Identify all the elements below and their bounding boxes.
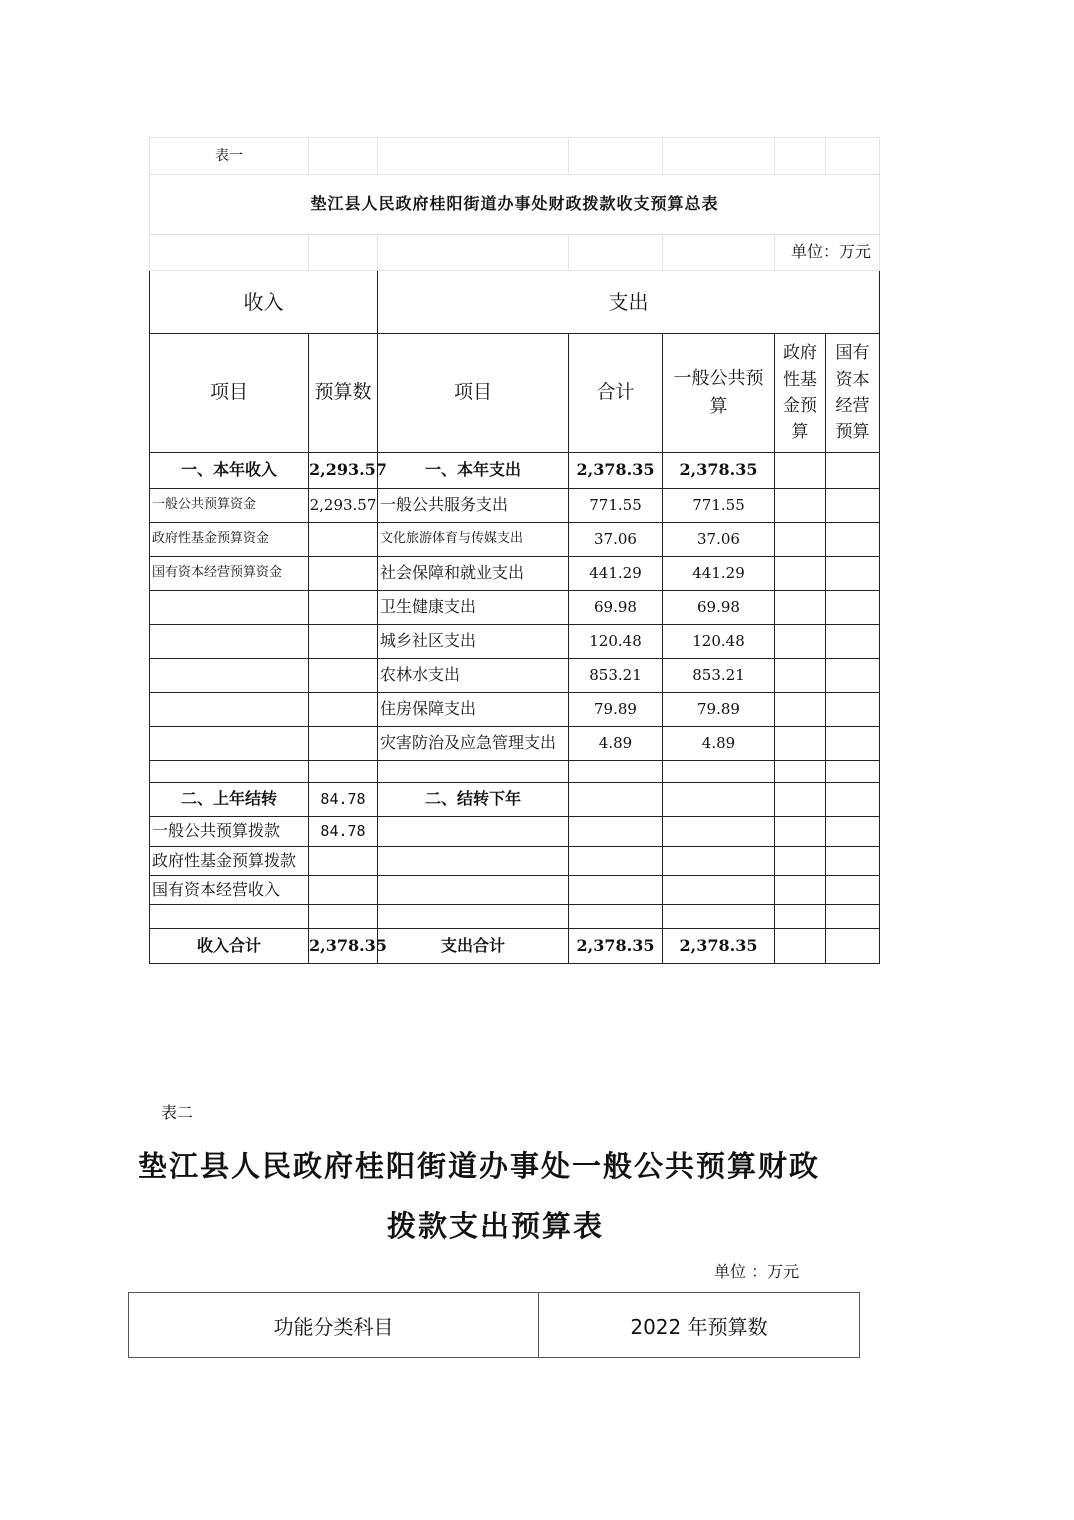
- expense-item-cell: [378, 847, 569, 876]
- gov-fund-header: 政府性基金预算: [775, 334, 826, 453]
- total-cell: [569, 876, 663, 905]
- income-value-cell: [309, 659, 378, 693]
- income-item-cell: [150, 591, 309, 625]
- income-value-cell: 2,378.35: [309, 929, 378, 964]
- general-budget-cell: 79.89: [663, 693, 775, 727]
- table-row: [150, 591, 880, 625]
- state-capital-cell: [826, 761, 880, 783]
- table-row: [150, 625, 880, 659]
- income-value-cell: [309, 847, 378, 876]
- state-capital-cell: [826, 817, 880, 847]
- gov-fund-cell: [775, 523, 826, 557]
- state-capital-cell: [826, 659, 880, 693]
- total-cell: 441.29: [569, 557, 663, 591]
- total-cell: 2,378.35: [569, 453, 663, 489]
- table1-body: [150, 453, 880, 964]
- income-item-cell: [150, 625, 309, 659]
- total-cell: 853.21: [569, 659, 663, 693]
- table-row: [150, 557, 880, 591]
- gov-fund-cell: [775, 817, 826, 847]
- total-cell: 120.48: [569, 625, 663, 659]
- table-row: [150, 489, 880, 523]
- income-budget-header: 预算数: [309, 334, 378, 453]
- table1-title: 垫江县人民政府桂阳街道办事处财政拨款收支预算总表: [150, 175, 880, 235]
- income-item-cell: 国有资本经营预算资金: [150, 557, 309, 591]
- table-row: [150, 876, 880, 905]
- expense-item-cell: 一、本年支出: [378, 453, 569, 489]
- gov-fund-cell: [775, 693, 826, 727]
- income-item-cell: [150, 659, 309, 693]
- income-value-cell: [309, 905, 378, 929]
- income-item-cell: 政府性基金预算拨款: [150, 847, 309, 876]
- total-cell: 2,378.35: [569, 929, 663, 964]
- total-cell: 4.89: [569, 727, 663, 761]
- expense-item-cell: [378, 876, 569, 905]
- expense-item-cell: 文化旅游体育与传媒支出: [378, 523, 569, 557]
- general-budget-cell: [663, 905, 775, 929]
- state-capital-cell: [826, 523, 880, 557]
- income-item-cell: 二、上年结转: [150, 783, 309, 817]
- table2-title-line2: 拨款支出预算表: [386, 1209, 604, 1243]
- state-capital-cell: [826, 847, 880, 876]
- total-cell: [569, 905, 663, 929]
- expense-item-cell: 二、结转下年: [378, 783, 569, 817]
- gov-fund-cell: [775, 727, 826, 761]
- total-cell: [569, 817, 663, 847]
- table1-label: 表一: [150, 138, 309, 175]
- state-capital-cell: [826, 693, 880, 727]
- income-value-cell: [309, 591, 378, 625]
- income-item-header: 项目: [150, 334, 309, 453]
- general-budget-cell: 37.06: [663, 523, 775, 557]
- state-capital-cell: [826, 453, 880, 489]
- gov-fund-cell: [775, 876, 826, 905]
- table-row: [150, 929, 880, 964]
- total-cell: 37.06: [569, 523, 663, 557]
- expense-item-cell: 支出合计: [378, 929, 569, 964]
- income-value-cell: 2,293.57: [309, 489, 378, 523]
- general-budget-cell: [663, 783, 775, 817]
- table-row: [150, 817, 880, 847]
- total-cell: [569, 847, 663, 876]
- expense-item-cell: 灾害防治及应急管理支出: [378, 727, 569, 761]
- total-cell: [569, 783, 663, 817]
- table-row: [150, 847, 880, 876]
- expense-item-cell: 城乡社区支出: [378, 625, 569, 659]
- state-capital-cell: [826, 929, 880, 964]
- general-budget-cell: 441.29: [663, 557, 775, 591]
- table-row: [150, 693, 880, 727]
- table1-unit: 单位：万元: [775, 235, 880, 271]
- table2-col-function: 功能分类科目: [129, 1293, 539, 1358]
- total-header: 合计: [569, 334, 663, 453]
- income-value-cell: [309, 761, 378, 783]
- income-value-cell: [309, 693, 378, 727]
- state-capital-cell: [826, 876, 880, 905]
- table2-title-line1: 垫江县人民政府桂阳街道办事处一般公共预算财政: [138, 1149, 821, 1183]
- income-item-cell: 收入合计: [150, 929, 309, 964]
- income-header: 收入: [150, 271, 378, 334]
- income-item-cell: [150, 761, 309, 783]
- gov-fund-cell: [775, 847, 826, 876]
- income-value-cell: 84.78: [309, 783, 378, 817]
- income-value-cell: [309, 523, 378, 557]
- expense-item-cell: 一般公共服务支出: [378, 489, 569, 523]
- general-budget-cell: 69.98: [663, 591, 775, 625]
- table2-col-budget: 2022 年预算数: [539, 1293, 860, 1358]
- total-cell: 69.98: [569, 591, 663, 625]
- general-budget-cell: [663, 761, 775, 783]
- expense-item-cell: 社会保障和就业支出: [378, 557, 569, 591]
- table2-unit: 单位 ：万元: [714, 1262, 800, 1281]
- income-item-cell: [150, 693, 309, 727]
- income-value-cell: [309, 727, 378, 761]
- gov-fund-cell: [775, 761, 826, 783]
- expense-item-cell: 农林水支出: [378, 659, 569, 693]
- expense-item-cell: [378, 905, 569, 929]
- gov-fund-cell: [775, 625, 826, 659]
- gov-fund-cell: [775, 659, 826, 693]
- general-budget-cell: [663, 817, 775, 847]
- table-row: [150, 727, 880, 761]
- table2-title: [138, 1136, 853, 1256]
- general-budget-cell: [663, 847, 775, 876]
- expense-header: 支出: [378, 271, 880, 334]
- general-budget-cell: 2,378.35: [663, 929, 775, 964]
- general-budget-cell: 853.21: [663, 659, 775, 693]
- state-capital-cell: [826, 727, 880, 761]
- income-item-cell: 政府性基金预算资金: [150, 523, 309, 557]
- income-item-cell: 国有资本经营收入: [150, 876, 309, 905]
- expense-item-cell: 卫生健康支出: [378, 591, 569, 625]
- general-budget-header: 一般公共预算: [663, 334, 775, 453]
- expense-item-cell: 住房保障支出: [378, 693, 569, 727]
- budget-summary-table: [149, 137, 880, 964]
- state-capital-cell: [826, 591, 880, 625]
- table-row: [150, 783, 880, 817]
- income-item-cell: 一、本年收入: [150, 453, 309, 489]
- income-item-cell: 一般公共预算拨款: [150, 817, 309, 847]
- income-value-cell: [309, 876, 378, 905]
- state-capital-cell: [826, 783, 880, 817]
- state-capital-cell: [826, 489, 880, 523]
- total-cell: 771.55: [569, 489, 663, 523]
- table-row: [150, 761, 880, 783]
- state-capital-cell: [826, 905, 880, 929]
- expense-item-header: 项目: [378, 334, 569, 453]
- gov-fund-cell: [775, 489, 826, 523]
- gov-fund-cell: [775, 905, 826, 929]
- gov-fund-cell: [775, 783, 826, 817]
- income-value-cell: 2,293.57: [309, 453, 378, 489]
- gov-fund-cell: [775, 557, 826, 591]
- general-budget-cell: 2,378.35: [663, 453, 775, 489]
- income-value-cell: [309, 625, 378, 659]
- general-budget-cell: 771.55: [663, 489, 775, 523]
- general-budget-cell: 120.48: [663, 625, 775, 659]
- income-item-cell: 一般公共预算资金: [150, 489, 309, 523]
- income-item-cell: [150, 727, 309, 761]
- state-capital-header: 国有资本经营预算: [826, 334, 880, 453]
- total-cell: 79.89: [569, 693, 663, 727]
- gov-fund-cell: [775, 453, 826, 489]
- general-budget-cell: 4.89: [663, 727, 775, 761]
- total-cell: [569, 761, 663, 783]
- table-row: [150, 659, 880, 693]
- table-row: [150, 905, 880, 929]
- income-value-cell: 84.78: [309, 817, 378, 847]
- general-budget-cell: [663, 876, 775, 905]
- state-capital-cell: [826, 557, 880, 591]
- table2-label: 表二: [161, 1103, 194, 1122]
- gov-fund-cell: [775, 591, 826, 625]
- gov-fund-cell: [775, 929, 826, 964]
- income-item-cell: [150, 905, 309, 929]
- expense-item-cell: [378, 817, 569, 847]
- expense-budget-table: [128, 1292, 860, 1358]
- table-row: [150, 453, 880, 489]
- state-capital-cell: [826, 625, 880, 659]
- income-value-cell: [309, 557, 378, 591]
- expense-item-cell: [378, 761, 569, 783]
- table-row: [150, 523, 880, 557]
